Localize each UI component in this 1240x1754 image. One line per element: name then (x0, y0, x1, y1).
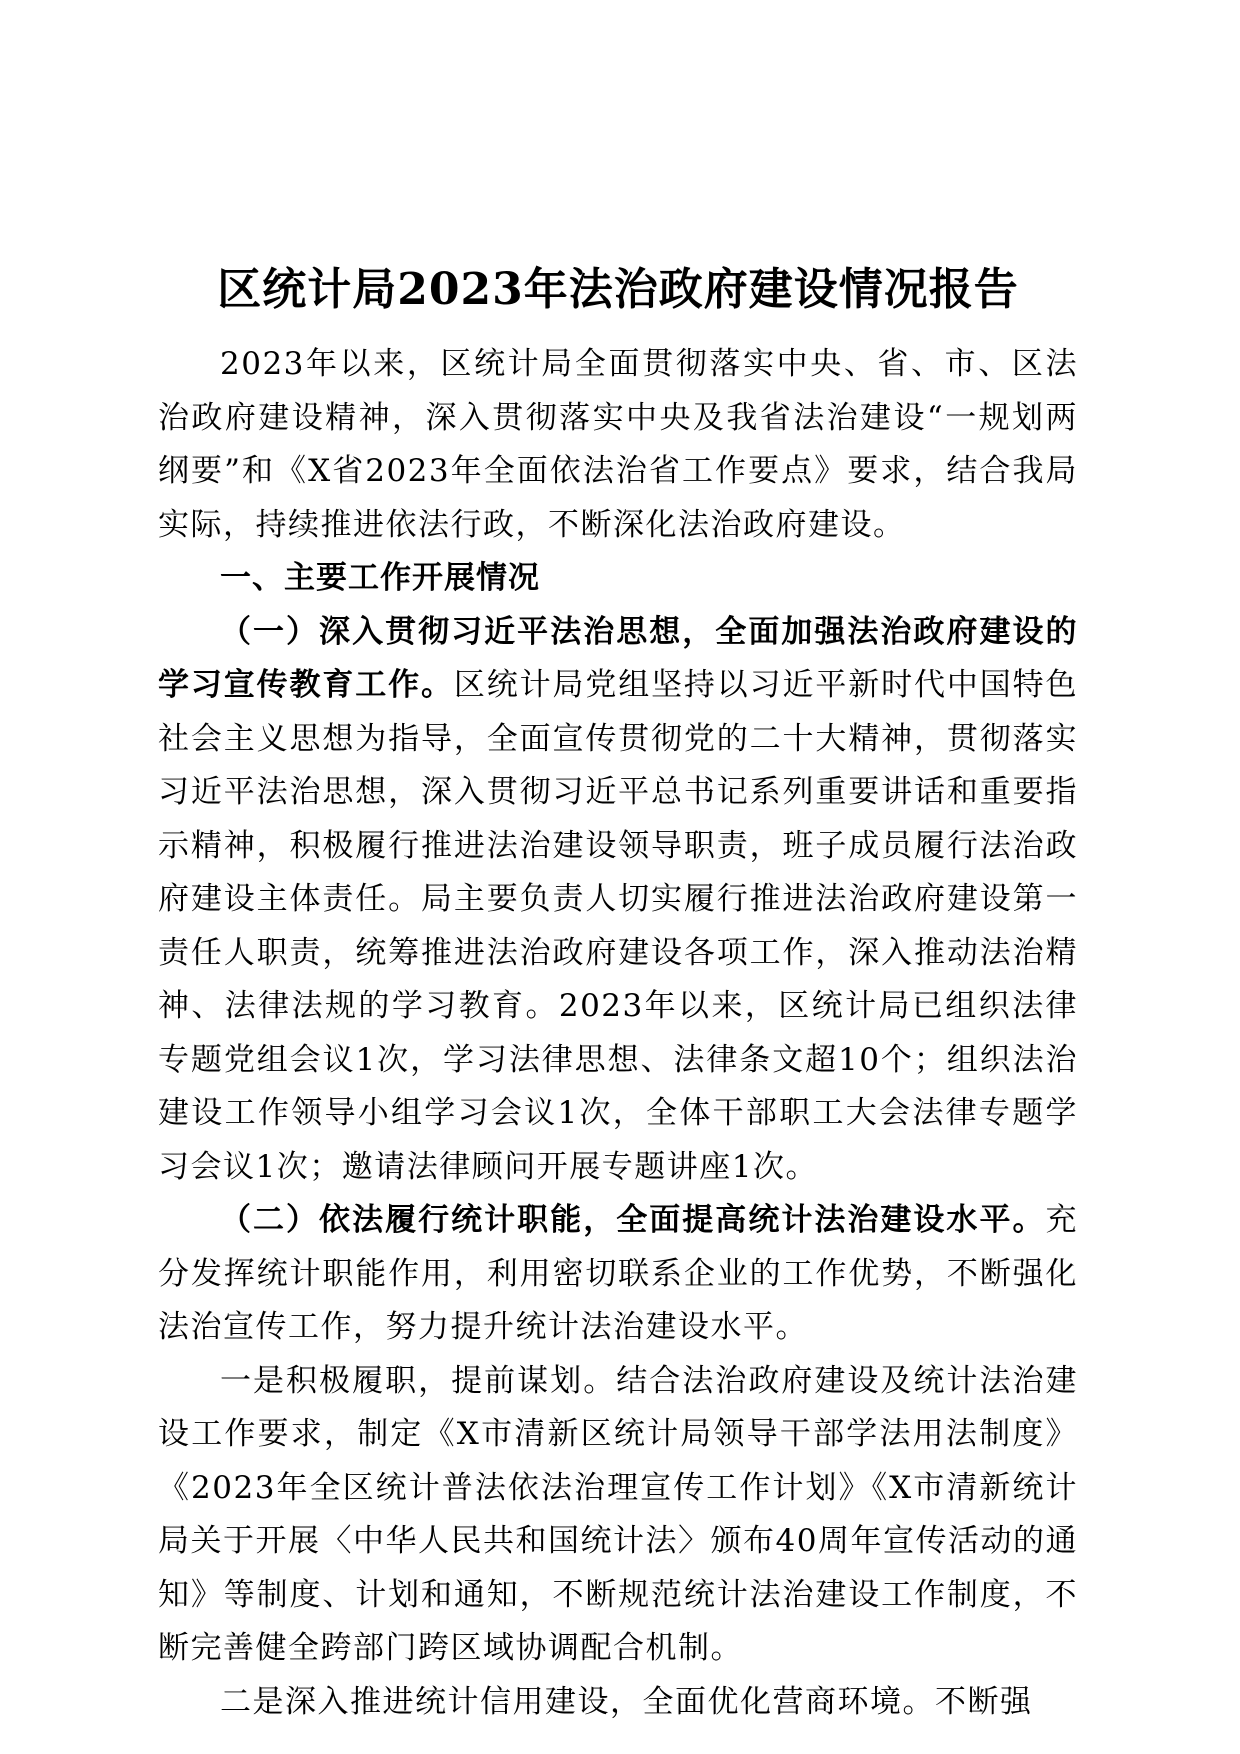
subsection-2-lead: （二）依法履行统计职能，全面提高统计法治建设水平。 (220, 1202, 1046, 1238)
document-title: 区统计局2023年法治政府建设情况报告 (217, 264, 1019, 315)
section-heading-main-work: 一、主要工作开展情况 (220, 560, 540, 596)
document-body (158, 256, 1078, 1729)
subsection-1-body: 区统计局党组坚持以习近平新时代中国特色社会主义思想为指导，全面宣传贯彻党的二十大精神，贯彻落实习近平法治思想，深入贯彻习近平总书记系列重要讲话和重要指示精神，积极履行推进法治建设领导职责，班子成员履行法治政府建设主体责任。局主要负责人切实履行推进法治政府建设第一责任人职责，统筹推进法治政府建设各项工作，深入推动法治精神、法律法规的学习教育。2023年以来，区统计局已组织法律专题党组会议1次，学习法律思想、法律条文超10个；组织法治建设工作领导小组学习会议1次，全体干部职工大会法律专题学习会议1次；邀请法律顾问开展专题讲座1次。 (158, 667, 1079, 1185)
subsection-1-lead: （一）深入贯彻习近平法治思想，全面加强法治政府建设的学习宣传教育工作。 (158, 613, 1078, 703)
item-2-paragraph: 二是深入推进统计信用建设，全面优化营商环境。不断强 (220, 1683, 1033, 1720)
subsection-2-body: 充分发挥统计职能作用，利用密切联系企业的工作优势，不断强化法治宣传工作，努力提升统计法治建设水平。 (158, 1202, 1078, 1345)
subsection-1-paragraph (158, 606, 1078, 1195)
item-1-paragraph: 一是积极履职，提前谋划。结合法治政府建设及统计法治建设工作要求，制定《X市清新区统计局领导干部学法用法制度》《2023年全区统计普法依法治理宣传工作计划》《X市清新统计局关于开展〈中华人民共和国统计法〉颁布40周年宣传活动的通知》等制度、计划和通知，不断规范统计法治建设工作制度，不断完善健全跨部门跨区域协调配合机制。 (158, 1362, 1078, 1666)
intro-paragraph: 2023年以来，区统计局全面贯彻落实中央、省、市、区法治政府建设精神，深入贯彻落实中央及我省法治建设“一规划两纲要”和《X省2023年全面依法治省工作要点》要求，结合我局实际，持续推进依法行政，不断深化法治政府建设。 (158, 346, 1078, 543)
subsection-2-paragraph (158, 1194, 1078, 1355)
